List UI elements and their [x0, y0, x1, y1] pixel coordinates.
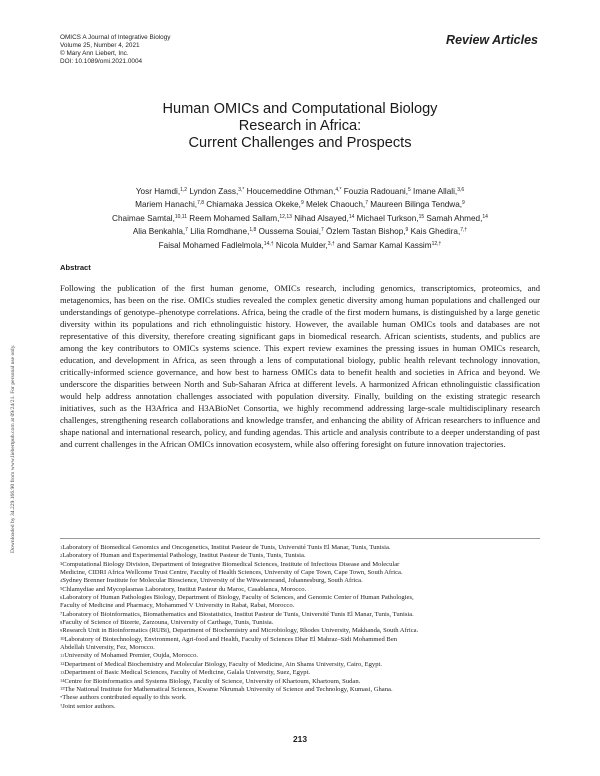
author-affiliation-marker: 1,2	[180, 187, 188, 193]
journal-volume: Volume 25, Number 4, 2021	[60, 42, 140, 49]
affiliation-text: Laboratory of Biotechnology, Environment, Agri-food and Health, Faculty of Sciences Dhar El Mahraz–Sidi Mohammed Ben	[64, 635, 398, 643]
affiliation-item	[60, 544, 540, 552]
affiliation-marker: 9	[60, 627, 63, 633]
author-affiliation-marker: 14	[348, 213, 355, 220]
journal-doi[interactable]: DOI: 10.1089/omi.2021.0004	[60, 58, 143, 65]
author-name: Chiamaka Jessica Okeke,	[206, 200, 301, 210]
author-name: and Samar Kamal Kassim	[336, 240, 432, 250]
author-name: Houcemeddine Othman,	[246, 187, 336, 196]
affiliation-text: Computational Biology Division, Department of Integrative Biomedical Sciences, Institute of Infectious Disease and Molecular	[62, 560, 400, 568]
author-affiliation-marker: 12,13	[279, 213, 292, 220]
journal-info	[60, 34, 170, 66]
affiliations	[60, 544, 540, 711]
affiliation-item	[60, 619, 540, 627]
affiliation-marker: 4	[60, 577, 63, 583]
affiliation-text: Laboratory of Bioinformatics, Biomathematics and Biostatistics, Institut Pasteur de Tunis, Université Tunis El Manar, Tunis, Tunisia.	[62, 610, 414, 618]
author-affiliation-marker: 3,6	[457, 187, 465, 193]
author-name: Imane Allali,	[413, 187, 458, 196]
affiliation-item	[60, 652, 540, 660]
affiliation-item	[60, 636, 540, 644]
author-affiliation-marker: 4,*	[335, 187, 342, 193]
author-list	[60, 185, 540, 252]
author-name: Lilia Romdhane,	[190, 227, 250, 237]
affiliation-marker: 8	[60, 619, 63, 625]
author-affiliation-marker: 3,†	[327, 240, 335, 247]
author-affiliation-marker: 7	[365, 200, 368, 207]
affiliation-text: University of Mohamed Premier, Oujda, Morocco.	[64, 652, 199, 660]
author-name: Oussema Souiai,	[258, 227, 321, 237]
author-affiliation-marker: 9	[300, 200, 304, 207]
author-affiliation-marker: 7	[320, 227, 324, 234]
affiliation-item	[60, 644, 540, 652]
section-label: Review Articles	[446, 33, 538, 47]
footnote-divider	[60, 538, 540, 539]
affiliation-text: Faculty of Medicine and Pharmacy, Mohammed V University in Rabat, Rabat, Morocco.	[60, 602, 295, 610]
affiliation-text: Sydney Brenner Institute for Molecular Bioscience, University of the Witwatersrand, Johannesburg, South Africa.	[62, 577, 363, 585]
author-affiliation-marker: 10,11	[174, 213, 188, 220]
author-line	[60, 212, 540, 225]
affiliation-item	[60, 694, 540, 702]
author-affiliation-marker: 14	[482, 213, 488, 220]
abstract-body	[60, 282, 540, 450]
author-name: Kais Ghedira,	[410, 227, 461, 237]
author-name: Alia Benkahla,	[132, 227, 186, 237]
affiliation-marker: 1	[60, 544, 63, 550]
author-affiliation-marker: 7	[185, 227, 188, 234]
author-name: Lyndon Zass,	[189, 187, 239, 196]
affiliation-marker: †	[60, 703, 63, 709]
abstract-text: Following the publication of the first human genome, OMICs research, including genomics, transcriptomics, proteomics, and metagenomics, has been on the rise. OMICs studies revealed the complex genetic diversity among human populations and challenged our understandings of genotype–phenotype correlations. Africa, being the cradle of the first modern humans, is distinguished by a large genetic diversity within its populations and rich ethnolinguistic history. However, the available human OMICs tools and databases are not representative of this diversity, therefore creating significant gaps in biomedical research. African scientists, students, and publics are among the key contributors to OMICs systems science. This expert review examines the pressing issues in human OMICs research, education, and development in Africa, as seen through a lens of computational biology, public health relevant technology innovation, critically-informed science governance, and how best to harness OMICs data to benefit health and societies in Africa and beyond. We underscore the disparities between North and Sub-Saharan Africa at different levels. A harmonized African ethnolinguistic classification would help address annotation challenges associated with population diversity. Finally, building on the existing strategic research initiatives, such as the H3Africa and H3ABioNet Consortia, we highly recommend addressing large-scale multidisciplinary research challenges, strengthening research collaborations and knowledge transfer, and enhancing the ability of African researchers to influence and shape national and international research, policy, and funding agendas. This article and analysis contribute to a deeper understanding of past and current challenges in the African OMICs innovation ecosystem, while also offering foresight on future innovation trajectories.	[60, 283, 540, 449]
author-name: Faisal Mohamed Fadlelmola,	[158, 240, 264, 250]
affiliation-text: Joint senior authors.	[62, 702, 116, 710]
affiliation-text: These authors contributed equally to this work.	[62, 694, 187, 702]
affiliation-marker: 6	[60, 594, 63, 600]
author-name: Samah Ahmed,	[426, 213, 483, 223]
author-affiliation-marker: 14,†	[263, 240, 274, 247]
affiliation-item	[60, 627, 540, 635]
author-affiliation-marker: 7,8	[197, 200, 205, 207]
affiliation-item	[60, 552, 540, 560]
affiliation-text: The National Institute for Mathematical Sciences, Kwame Nkrumah University of Science and Technology, Kumasi, Ghana.	[64, 685, 393, 693]
affiliation-marker: 13	[60, 669, 65, 675]
author-affiliation-marker: 7,†	[460, 227, 468, 234]
affiliation-marker: 10	[60, 636, 65, 642]
author-name: Melek Chaouch,	[306, 200, 366, 210]
title-line: Research in Africa:	[238, 118, 362, 134]
affiliation-marker: 2	[60, 552, 63, 558]
affiliation-marker: 15	[60, 686, 65, 692]
author-line	[60, 225, 540, 238]
author-name: Mariem Hanachi,	[135, 200, 198, 210]
author-affiliation-marker: 9	[405, 227, 409, 234]
author-affiliation-marker: 5	[407, 187, 411, 193]
affiliation-text: Medicine, CIDRI Africa Wellcome Trust Centre, Faculty of Health Sciences, University of Cape Town, Cape Town, South Africa.	[60, 569, 403, 577]
article-title	[60, 101, 540, 152]
author-affiliation-marker: 15	[418, 213, 425, 220]
download-note	[10, 253, 22, 553]
title-line: Current Challenges and Prospects	[188, 135, 412, 151]
affiliation-marker: 14	[60, 678, 65, 683]
author-name: Özlem Tastan Bishop,	[326, 227, 406, 237]
affiliation-item	[60, 686, 540, 694]
affiliation-item	[60, 678, 540, 686]
abstract-heading: Abstract	[60, 263, 91, 272]
affiliation-text: Abdellah University, Fez, Morocco.	[60, 644, 155, 652]
author-affiliation-marker: 3,*	[238, 187, 245, 193]
journal-name: OMICS A Journal of Integrative Biology	[60, 34, 171, 41]
affiliation-text: Centre for Bioinformatics and Systems Biology, Faculty of Science, University of Khartoum, Khartoum, Sudan.	[64, 677, 361, 685]
affiliation-marker: 12	[60, 661, 65, 667]
affiliation-item	[60, 577, 540, 585]
page-number: 213	[293, 734, 307, 744]
affiliation-text: Chlamydiae and Mycoplasmas Laboratory, Institut Pasteur du Maroc, Casablanca, Morocco.	[62, 585, 307, 593]
author-line	[60, 239, 540, 252]
author-name: Michael Turkson,	[356, 213, 419, 223]
journal-copyright: © Mary Ann Liebert, Inc.	[60, 50, 129, 57]
affiliation-marker: *	[60, 694, 63, 700]
affiliation-item	[60, 594, 540, 602]
affiliation-marker: 11	[60, 652, 65, 658]
author-name: Nihad Alsayed,	[294, 213, 349, 223]
affiliation-marker: 7	[60, 611, 63, 617]
affiliation-item	[60, 602, 540, 610]
author-name: Chaimae Samtal,	[112, 213, 175, 223]
affiliation-text: Department of Basic Medical Sciences, Faculty of Medicine, Galala University, Suez, Egypt.	[64, 669, 311, 677]
affiliation-item	[60, 611, 540, 619]
affiliation-text: Laboratory of Human Pathologies Biology, Department of Biology, Faculty of Sciences, and Genomic Center of Human Pathologies,	[62, 594, 414, 602]
affiliation-text: Department of Medical Biochemistry and Molecular Biology, Faculty of Medicine, Ain Shams University, Cairo, Egypt.	[64, 660, 382, 668]
affiliation-item	[60, 586, 540, 594]
author-name: Reem Mohamed Sallam,	[189, 213, 280, 223]
author-line	[60, 198, 540, 211]
affiliation-marker: 5	[60, 586, 63, 592]
affiliation-text: Laboratory of Biomedical Genomics and Oncogenetics, Institut Pasteur de Tunis, Université Tunis El Manar, Tunis, Tunisia.	[62, 544, 391, 551]
author-affiliation-marker: 9	[462, 200, 465, 207]
affiliation-item	[60, 661, 540, 669]
title-line: Human OMICs and Computational Biology	[162, 101, 438, 117]
affiliation-item	[60, 703, 540, 711]
author-name: Nicola Mulder,	[275, 240, 328, 250]
affiliation-text: Faculty of Science of Bizerte, Zarzouna, University of Carthage, Tunis, Tunisia.	[62, 619, 274, 627]
author-name: Yosr Hamdi,	[135, 187, 181, 196]
affiliation-text: Research Unit in Bioinformatics (RUBi), Department of Biochemistry and Microbiology, Rhodes University, Makhanda, South Africa.	[62, 627, 419, 635]
author-name: Maureen Bilinga Tendwa,	[370, 200, 463, 210]
affiliation-item	[60, 569, 540, 577]
affiliation-text: Laboratory of Human and Experimental Pathology, Institut Pasteur de Tunis, Tunis, Tunisia.	[62, 552, 306, 560]
author-line	[60, 185, 540, 198]
author-name: Fouzia Radouani,	[343, 187, 408, 196]
author-affiliation-marker: 12,†	[431, 240, 442, 247]
download-note-text: Downloaded by 34.229.166.90 from www.liebertpub.com at 09/24/21. For personal use only.	[10, 344, 16, 553]
affiliation-item	[60, 561, 540, 569]
affiliation-marker: 3	[60, 561, 63, 567]
author-affiliation-marker: 1,8	[249, 227, 257, 234]
affiliation-item	[60, 669, 540, 677]
